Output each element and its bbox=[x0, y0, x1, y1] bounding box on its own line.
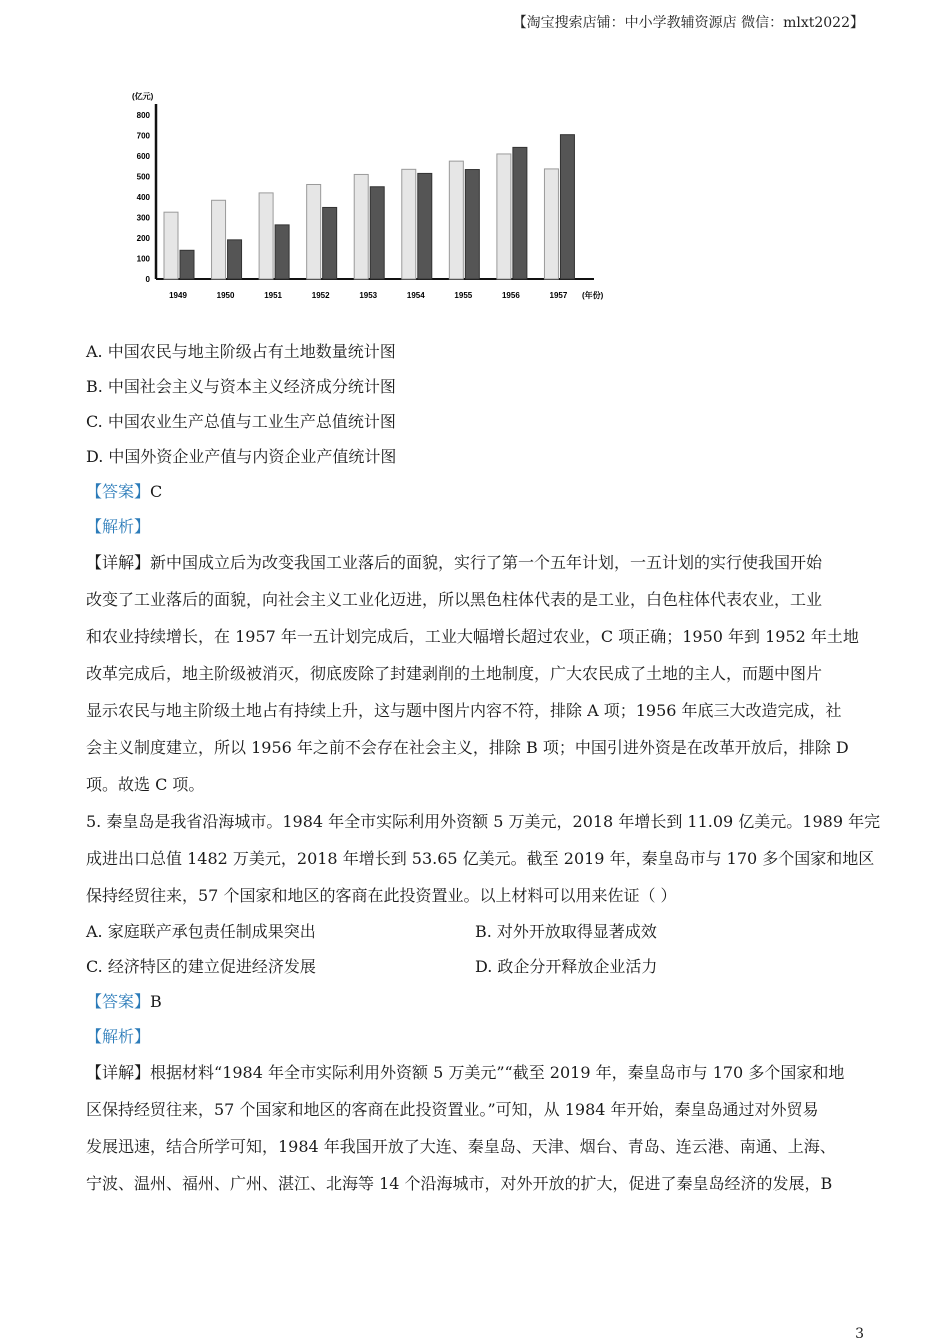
q5-answer bbox=[86, 984, 866, 1019]
bar-black-1956 bbox=[513, 147, 527, 279]
q5-option-b: B. 对外开放取得显著成效 bbox=[475, 922, 657, 941]
bar-black-1953 bbox=[370, 187, 384, 279]
bar-white-1949 bbox=[164, 212, 178, 279]
q4-answer bbox=[86, 474, 866, 509]
q4-detail-line: 改变了工业落后的面貌，向社会主义工业化迈进，所以黑色柱体代表的是工业，白色柱体代表农业，工业 bbox=[86, 590, 823, 609]
y-tick-label: 500 bbox=[136, 172, 150, 182]
y-tick-label: 800 bbox=[136, 111, 150, 120]
q4-option-d: D. 中国外资企业产值与内资企业产值统计图 bbox=[86, 447, 397, 466]
bar-white-1956 bbox=[497, 154, 511, 279]
bar-black-1950 bbox=[228, 240, 242, 279]
q5-stem-line: 保持经贸往来，57 个国家和地区的客商在此投资置业。以上材料可以用来佐证（ ） bbox=[86, 886, 677, 905]
bar-black-1951 bbox=[275, 225, 289, 279]
bar-white-1954 bbox=[402, 169, 416, 279]
page-number: 3 bbox=[855, 1326, 864, 1342]
bar-black-1952 bbox=[323, 207, 337, 279]
page-header: 【淘宝搜索店铺：中小学教辅资源店 微信：mlxt2022】 bbox=[512, 15, 864, 31]
q5-option-a: A. 家庭联产承包责任制成果突出 bbox=[86, 922, 316, 941]
y-tick-label: 600 bbox=[136, 152, 150, 161]
x-tick-label: 1950 bbox=[216, 291, 235, 300]
y-tick-label: 0 bbox=[145, 275, 150, 284]
chart-y-label: (亿元) bbox=[132, 92, 154, 101]
question-content bbox=[86, 334, 881, 1202]
q4-analysis bbox=[86, 509, 866, 544]
q4-option-c: C. 中国农业生产总值与工业生产总值统计图 bbox=[86, 412, 396, 431]
answer-tag: 【答案】 bbox=[86, 482, 151, 501]
q5-option-c: C. 经济特区的建立促进经济发展 bbox=[86, 957, 316, 976]
q5-detail-line bbox=[86, 1054, 866, 1091]
answer-tag: 【答案】 bbox=[86, 992, 151, 1011]
bar-black-1949 bbox=[180, 250, 194, 279]
y-tick-label: 400 bbox=[136, 193, 150, 202]
q4-detail-line: 和农业持续增长，在 1957 年一五计划完成后，工业大幅增长超过农业，C 项正确；1950 年到 1952 年土地 bbox=[86, 627, 859, 646]
q5-options-row bbox=[86, 949, 866, 984]
q5-options-row bbox=[86, 914, 866, 949]
bar-black-1954 bbox=[418, 173, 432, 279]
q4-option-a: A. 中国农民与地主阶级占有土地数量统计图 bbox=[86, 342, 396, 361]
bar-black-1955 bbox=[465, 170, 479, 279]
x-tick-label: 1949 bbox=[169, 291, 187, 300]
detail-text: 新中国成立后为改变我国工业落后的面貌，实行了第一个五年计划，一五计划的实行使我国开始 bbox=[150, 553, 823, 572]
y-tick-label: 200 bbox=[136, 234, 150, 243]
chart-bars bbox=[164, 135, 574, 279]
x-tick-label: 1954 bbox=[406, 291, 425, 300]
bar-white-1951 bbox=[259, 193, 273, 279]
q5-detail-line: 发展迅速，结合所学可知，1984 年我国开放了大连、秦皇岛、天津、烟台、青岛、连云港、南通、上海、 bbox=[86, 1137, 836, 1156]
y-tick-label: 100 bbox=[136, 254, 150, 264]
q4-detail-line: 会主义制度建立，所以 1956 年之前不会存在社会主义，排除 B 项；中国引进外资是在改革开放后，排除 D bbox=[86, 738, 849, 757]
q5-option-d: D. 政企分开释放企业活力 bbox=[475, 957, 658, 976]
bar-chart bbox=[122, 86, 612, 308]
q4-detail-line: 项。故选 C 项。 bbox=[86, 775, 205, 794]
bar-white-1955 bbox=[449, 161, 463, 279]
chart-x-labels bbox=[169, 291, 568, 300]
answer-value: C bbox=[150, 482, 163, 501]
bar-black-1957 bbox=[560, 135, 574, 279]
x-tick-label: 1951 bbox=[264, 291, 283, 300]
x-tick-label: 1952 bbox=[311, 291, 330, 300]
bar-white-1950 bbox=[212, 200, 226, 279]
q5-detail-line: 宁波、温州、福州、广州、湛江、北海等 14 个沿海城市，对外开放的扩大，促进了秦皇岛经济的发展，B bbox=[86, 1174, 833, 1193]
q5-analysis bbox=[86, 1019, 866, 1054]
x-tick-label: 1953 bbox=[359, 291, 378, 300]
y-tick-label: 300 bbox=[136, 213, 150, 223]
x-tick-label: 1956 bbox=[501, 291, 520, 300]
chart-x-label: (年份) bbox=[582, 291, 604, 300]
bar-white-1952 bbox=[307, 184, 321, 279]
detail-tag: 【详解】 bbox=[86, 553, 151, 572]
detail-tag: 【详解】 bbox=[86, 1063, 151, 1082]
answer-value: B bbox=[150, 992, 162, 1011]
bar-white-1953 bbox=[354, 174, 368, 279]
x-tick-label: 1955 bbox=[454, 291, 473, 300]
q5-detail-line: 区保持经贸往来，57 个国家和地区的客商在此投资置业。”可知，从 1984 年开始，秦皇岛通过对外贸易 bbox=[86, 1100, 819, 1119]
q4-detail-line: 改革完成后，地主阶级被消灭，彻底废除了封建剥削的土地制度，广大农民成了土地的主人，而题中图片 bbox=[86, 664, 823, 683]
q4-detail-line bbox=[86, 544, 866, 581]
detail-text: 根据材料“1984 年全市实际利用外资额 5 万美元”“截至 2019 年，秦皇岛市与 170 多个国家和地 bbox=[150, 1063, 845, 1082]
chart-y-ticks bbox=[137, 111, 151, 284]
q5-stem-line: 成进出口总值 1482 万美元，2018 年增长到 53.65 亿美元。截至 2019 年，秦皇岛市与 170 多个国家和地区 bbox=[86, 849, 875, 868]
q4-option-b: B. 中国社会主义与资本主义经济成分统计图 bbox=[86, 377, 396, 396]
analysis-tag: 【解析】 bbox=[86, 517, 151, 536]
q5-stem-line: 5. 秦皇岛是我省沿海城市。1984 年全市实际利用外资额 5 万美元，2018 年增长到 11.09 亿美元。1989 年完 bbox=[86, 812, 881, 831]
q4-detail-line: 显示农民与地主阶级土地占有持续上升，这与题中图片内容不符，排除 A 项；1956 年底三大改造完成，社 bbox=[86, 701, 842, 720]
y-tick-label: 700 bbox=[136, 131, 150, 141]
analysis-tag: 【解析】 bbox=[86, 1027, 151, 1046]
x-tick-label: 1957 bbox=[549, 291, 568, 300]
bar-white-1957 bbox=[544, 169, 558, 279]
